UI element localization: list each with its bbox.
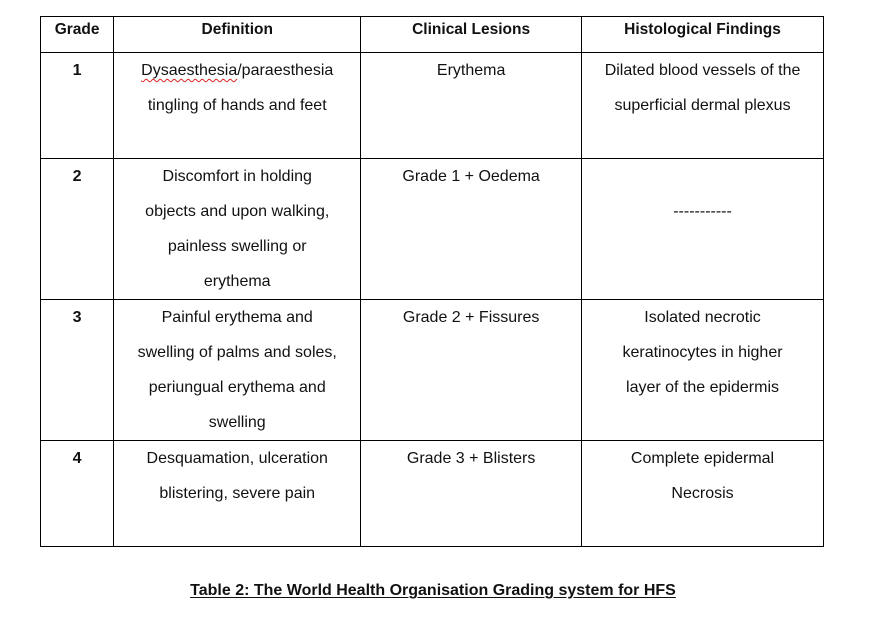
grade-cell: 3 [41,300,114,441]
definition-line: periungual erythema and [148,379,326,396]
definition-line [114,53,360,88]
table-row [41,53,824,159]
definition-line: swelling of palms and soles, [137,344,337,361]
grade-cell: 4 [41,441,114,547]
histological-line: keratinocytes in higher [622,344,783,361]
definition-cell [114,53,361,159]
definition-cell [114,159,361,300]
table-row [41,300,824,441]
grade-cell: 2 [41,159,114,300]
empty-placeholder-dashes: ----------- [673,203,732,220]
definition-line: Desquamation, ulceration [146,450,328,467]
table-row [41,441,824,547]
header-row [41,17,824,53]
definition-cell [114,441,361,547]
definition-line: blistering, severe pain [159,485,316,502]
definition-line: Painful erythema and [161,309,313,326]
definition-line: swelling [208,414,266,431]
definition-line: erythema [203,273,271,290]
header-histological-findings: Histological Findings [582,17,824,53]
definition-cell [114,300,361,441]
histological-findings-cell [582,300,824,441]
clinical-lesions-cell: Grade 1 + Oedema [361,159,582,300]
definition-line: tingling of hands and feet [147,97,327,114]
spellcheck-flagged-word[interactable]: Dysaesthesia [141,62,238,79]
histological-line: Dilated blood vessels of the [604,62,801,79]
header-definition: Definition [114,17,361,53]
histological-findings-cell [582,441,824,547]
header-grade: Grade [41,17,114,53]
table-row [41,159,824,300]
table-caption: Table 2: The World Health Organisation Grading system for HFS [190,582,676,599]
histological-findings-cell [582,53,824,159]
definition-line: painless swelling or [167,238,307,255]
histological-line: Complete epidermal [630,450,775,467]
clinical-lesions-cell: Grade 3 + Blisters [361,441,582,547]
clinical-lesions-cell: Grade 2 + Fissures [361,300,582,441]
definition-line: objects and upon walking, [145,203,330,220]
clinical-lesions-cell: Erythema [361,53,582,159]
grade-cell: 1 [41,53,114,159]
histological-findings-cell [582,159,824,300]
definition-line: Discomfort in holding [162,168,312,185]
who-hfs-grading-table [40,16,824,547]
histological-line: layer of the epidermis [626,379,779,396]
histological-line: superficial dermal plexus [614,97,791,114]
histological-line: Necrosis [671,485,734,502]
histological-line: Isolated necrotic [644,309,761,326]
header-clinical-lesions: Clinical Lesions [361,17,582,53]
definition-line-rest: /paraesthesia [237,62,334,79]
